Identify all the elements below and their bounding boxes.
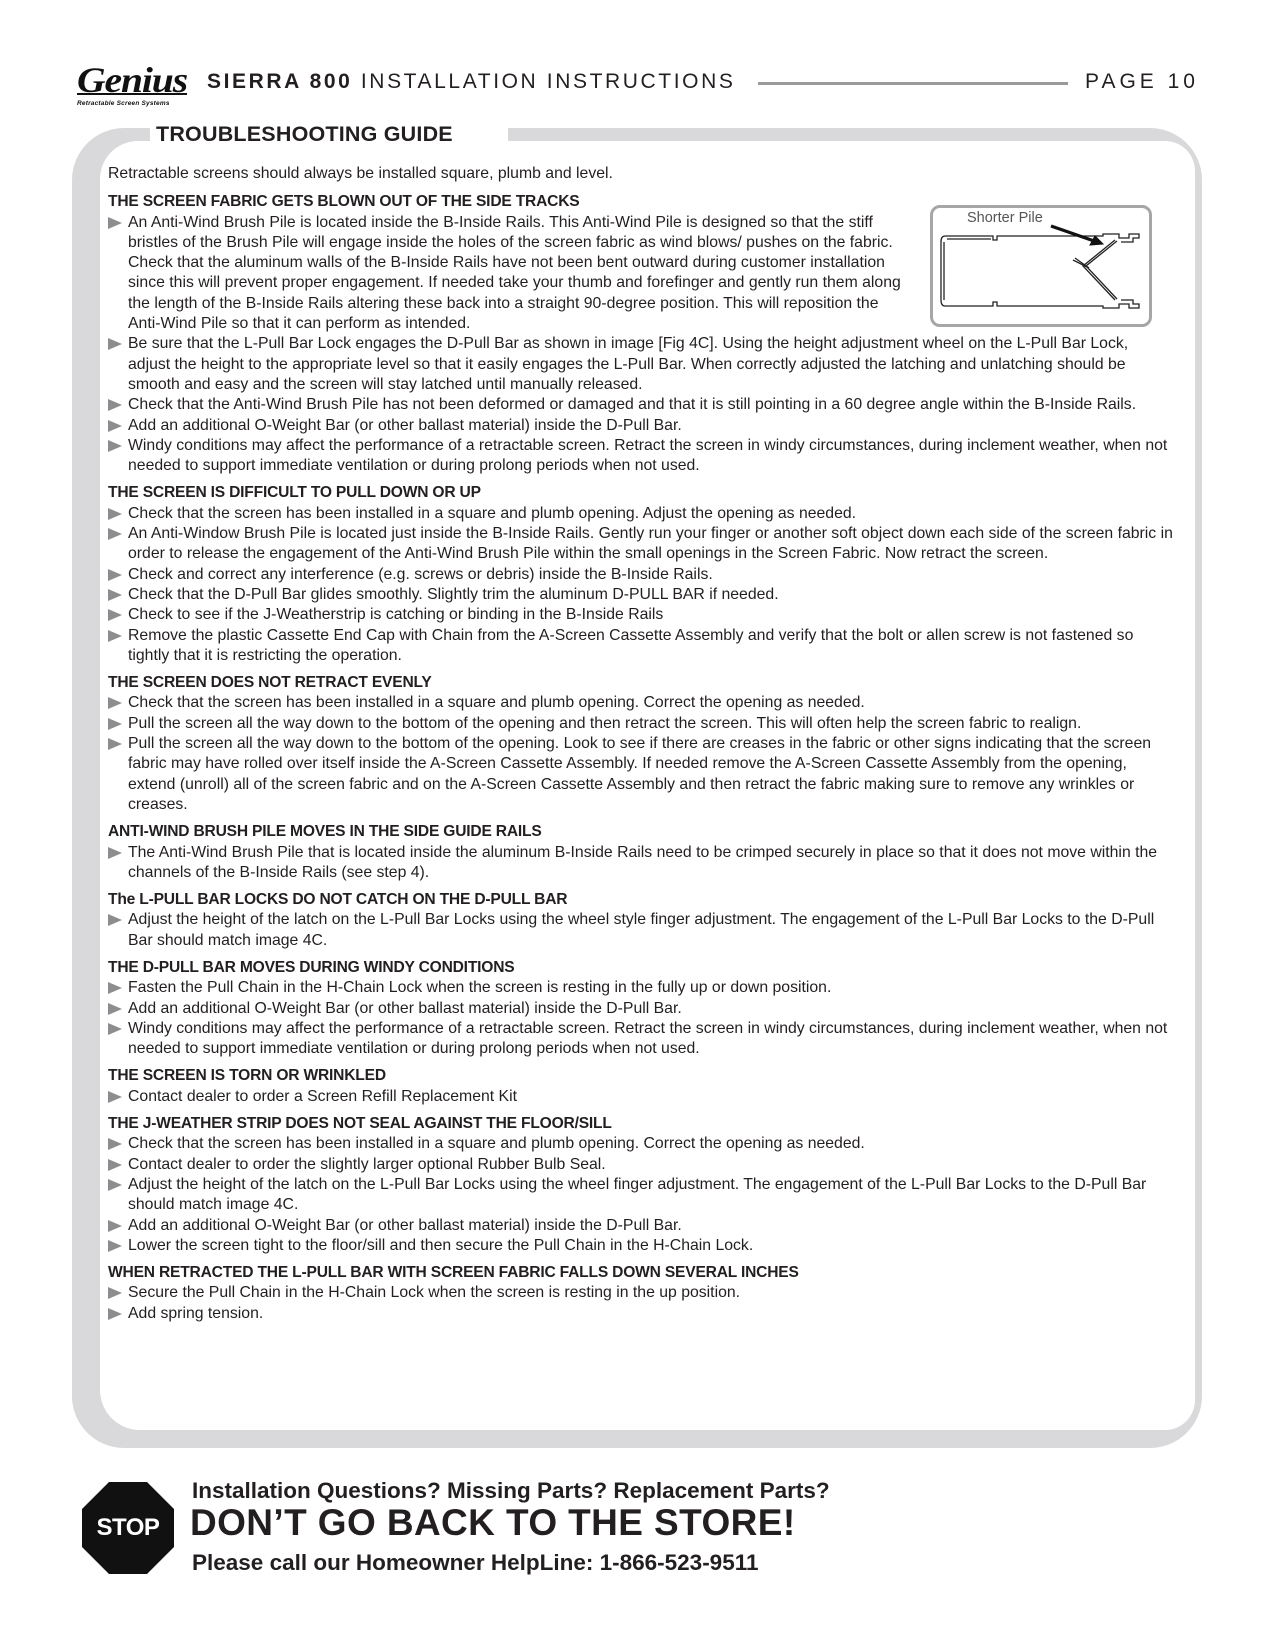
bullet-arrow-icon <box>108 569 122 581</box>
bullet-arrow-icon <box>108 718 122 730</box>
solution-text: Lower the screen tight to the floor/sill and then secure the Pull Chain in the H-Chain Lock. <box>128 1236 754 1254</box>
bullet-arrow-icon <box>108 1179 122 1191</box>
solution-item <box>108 416 1173 436</box>
troubleshooting-content <box>108 158 1173 1331</box>
solution-text: Check and correct any interference (e.g. screws or debris) inside the B-Inside Rails. <box>128 565 713 583</box>
problem-heading: THE SCREEN IS DIFFICULT TO PULL DOWN OR UP <box>108 484 481 502</box>
solution-text: Add an additional O-Weight Bar (or other ballast material) inside the D-Pull Bar. <box>128 416 682 434</box>
solution-text: Contact dealer to order the slightly larger optional Rubber Bulb Seal. <box>128 1155 606 1173</box>
footer-headline: DON’T GO BACK TO THE STORE! <box>190 1502 796 1543</box>
bullet-arrow-icon <box>108 399 122 411</box>
solution-text: Windy conditions may affect the performance of a retractable screen. Retract the screen in windy circumstances, during inclement weather, when not needed to support immediate ventilation or during prolong periods when not used. <box>128 1019 1168 1058</box>
solution-item <box>108 1019 1173 1060</box>
troubleshooting-sections <box>108 192 1173 1324</box>
solution-text: Remove the plastic Cassette End Cap with Chain from the A-Screen Cassette Assembly and verify that the bolt or allen screw is not fastened so tightly that it is restricting the operation. <box>128 626 1134 664</box>
solution-item <box>108 1087 1173 1107</box>
solution-text: Add spring tension. <box>128 1304 264 1322</box>
problem-heading: THE SCREEN FABRIC GETS BLOWN OUT OF THE SIDE TRACKS <box>108 193 580 211</box>
solution-item <box>108 1304 1173 1324</box>
solution-item <box>108 1216 1173 1236</box>
solution-item <box>108 565 1173 585</box>
solution-item <box>108 585 1173 605</box>
bullet-arrow-icon <box>108 338 122 350</box>
footer-questions: Installation Questions? Missing Parts? Replacement Parts? <box>192 1478 830 1503</box>
bullet-arrow-icon <box>108 1159 122 1171</box>
solution-item <box>108 978 1173 998</box>
troubleshooting-section <box>108 822 1173 883</box>
troubleshooting-section <box>108 958 1173 1059</box>
bullet-arrow-icon <box>108 440 122 452</box>
solution-item <box>108 999 1173 1019</box>
problem-heading: THE SCREEN IS TORN OR WRINKLED <box>108 1067 386 1085</box>
bullet-arrow-icon <box>108 217 122 229</box>
solution-item <box>108 734 1173 815</box>
solution-item <box>108 843 1173 884</box>
problem-heading: The L-PULL BAR LOCKS DO NOT CATCH ON THE D-PULL BAR <box>108 891 568 909</box>
bullet-arrow-icon <box>108 589 122 601</box>
solution-item <box>108 395 1173 415</box>
solution-item <box>108 1175 1173 1216</box>
bullet-arrow-icon <box>108 508 122 520</box>
solution-text: Check that the Anti-Wind Brush Pile has not been deformed or damaged and that it is still pointing in a 60 degree angle within the B-Inside Rails. <box>128 396 1137 414</box>
bullet-arrow-icon <box>108 1308 122 1320</box>
solution-text: Be sure that the L-Pull Bar Lock engages the D-Pull Bar as shown in image [Fig 4C]. Using the height adjustment wheel on the L-Pull Bar Lock, adjust the height to the appropriate level so that it easily engages the L-Pull Bar. When correctly adjusted the latching and unlatching should be smooth and easy and the screen will stay latched until manually released. <box>128 335 1129 393</box>
genius-logo <box>75 62 195 110</box>
page-header <box>75 62 1205 112</box>
bullet-arrow-icon <box>108 847 122 859</box>
solution-item <box>108 504 1173 524</box>
solution-text: Add an additional O-Weight Bar (or other ballast material) inside the D-Pull Bar. <box>128 999 682 1017</box>
bullet-arrow-icon <box>108 914 122 926</box>
solution-item <box>108 1236 1173 1256</box>
bullet-arrow-icon <box>108 1220 122 1232</box>
section-heading: TROUBLESHOOTING GUIDE <box>156 122 453 146</box>
solution-text: An Anti-Window Brush Pile is located just inside the B-Inside Rails. Gently run your finger or another soft object down each side of the screen fabric in order to release the engagement of the Anti-Wind Brush Pile within the small openings in the Screen Fabric. Now retract the screen. <box>128 525 1173 563</box>
solution-text: The Anti-Wind Brush Pile that is located inside the aluminum B-Inside Rails need to be crimped securely in place so that it does not move within the channels of the B-Inside Rails (see step 4). <box>128 843 1158 881</box>
troubleshooting-section <box>108 483 1173 666</box>
stop-sign-icon <box>82 1482 174 1574</box>
problem-heading: WHEN RETRACTED THE L-PULL BAR WITH SCREEN FABRIC FALLS DOWN SEVERAL INCHES <box>108 1264 799 1282</box>
bullet-arrow-icon <box>108 1003 122 1015</box>
logo-wordmark: Genius <box>77 60 188 100</box>
problem-heading: THE J-WEATHER STRIP DOES NOT SEAL AGAINST THE FLOOR/SILL <box>108 1115 612 1133</box>
problem-heading: THE SCREEN DOES NOT RETRACT EVENLY <box>108 674 432 692</box>
solution-item <box>108 605 1173 625</box>
solution-item <box>108 714 1173 734</box>
troubleshooting-section <box>108 192 1173 476</box>
solution-text: Windy conditions may affect the performance of a retractable screen. Retract the screen in windy circumstances, during inclement weather, when not needed to support immediate ventilation or during prolong periods when not used. <box>128 436 1168 475</box>
troubleshooting-section <box>108 673 1173 815</box>
solution-item <box>108 1134 1173 1154</box>
solution-text: Contact dealer to order a Screen Refill Replacement Kit <box>128 1087 517 1105</box>
intro-text: Retractable screens should always be installed square, plumb and level. <box>108 165 613 182</box>
document-title <box>207 70 735 94</box>
product-name: SIERRA 800 <box>207 70 353 93</box>
solution-text: Pull the screen all the way down to the bottom of the opening and then retract the screen. This will often help the screen fabric to realign. <box>128 714 1082 732</box>
bullet-arrow-icon <box>108 420 122 432</box>
stop-label: STOP <box>96 1514 160 1541</box>
bullet-arrow-icon <box>108 1287 122 1299</box>
bullet-arrow-icon <box>108 697 122 709</box>
solution-item <box>108 626 1173 667</box>
solution-item <box>108 1155 1173 1175</box>
solution-item <box>108 693 1173 713</box>
bullet-arrow-icon <box>108 1240 122 1252</box>
solution-item <box>108 334 1173 395</box>
problem-heading: ANTI-WIND BRUSH PILE MOVES IN THE SIDE GUIDE RAILS <box>108 823 542 841</box>
solution-text: Pull the screen all the way down to the bottom of the opening. Look to see if there are creases in the fabric or other signs indicating that the screen fabric may have rolled over itself inside the A-Screen Cassette Assembly. If needed remove the A-Screen Cassette Assembly from the opening, extend (unroll) all of the screen fabric and on the A-Screen Cassette Assembly and then retract the fabric making sure to remove any wrinkles or creases. <box>128 735 1152 813</box>
solution-item <box>108 213 913 335</box>
bullet-arrow-icon <box>108 738 122 750</box>
solution-text: Check that the screen has been installed in a square and plumb opening. Correct the opening as needed. <box>128 694 865 712</box>
solution-text: Check that the D-Pull Bar glides smoothly. Slightly trim the aluminum D-PULL BAR if needed. <box>128 585 779 603</box>
header-divider <box>758 82 1068 85</box>
bullet-arrow-icon <box>108 630 122 642</box>
solution-text: An Anti-Wind Brush Pile is located inside the B-Inside Rails. This Anti-Wind Pile is designed so that the stiff bristles of the Brush Pile will engage inside the holes of the screen fabric as wind blows/ pushes on the fabric. Check that the aluminum walls of the B-Inside Rails have not been bent outward during customer installation since this will prevent proper engagement. If needed take your thumb and forefinger and gently run them along the length of the B-Inside Rails altering these back into a straight 90-degree position. This will reposition the Anti-Wind Pile so that it can perform as intended. <box>128 213 901 333</box>
troubleshooting-section <box>108 1114 1173 1256</box>
troubleshooting-section <box>108 1263 1173 1324</box>
solution-text: Add an additional O-Weight Bar (or other ballast material) inside the D-Pull Bar. <box>128 1216 682 1234</box>
solution-text: Fasten the Pull Chain in the H-Chain Lock when the screen is resting in the fully up or down position. <box>128 979 832 997</box>
figure-label: Shorter Pile <box>967 210 1043 226</box>
helpline-text: Please call our Homeowner HelpLine: 1-866-523-9511 <box>192 1550 759 1575</box>
solution-item <box>108 524 1173 565</box>
solution-text: Check that the screen has been installed in a square and plumb opening. Correct the opening as needed. <box>128 1135 865 1153</box>
solution-text: Adjust the height of the latch on the L-Pull Bar Locks using the wheel finger adjustment. The engagement of the L-Pull Bar Locks to the D-Pull Bar should match image 4C. <box>128 1175 1147 1214</box>
bullet-arrow-icon <box>108 982 122 994</box>
solution-item <box>108 910 1173 951</box>
solution-text: Check that the screen has been installed in a square and plumb opening. Adjust the opening as needed. <box>128 504 857 522</box>
bullet-arrow-icon <box>108 1023 122 1035</box>
bullet-arrow-icon <box>108 1138 122 1150</box>
solution-text: Secure the Pull Chain in the H-Chain Lock when the screen is resting in the up position. <box>128 1284 741 1302</box>
document-subtitle: INSTALLATION INSTRUCTIONS <box>352 70 736 93</box>
troubleshooting-section <box>108 1066 1173 1107</box>
solution-item <box>108 436 1173 477</box>
solution-item <box>108 1283 1173 1303</box>
problem-heading: THE D-PULL BAR MOVES DURING WINDY CONDITIONS <box>108 958 515 976</box>
bullet-arrow-icon <box>108 609 122 621</box>
bullet-arrow-icon <box>108 1091 122 1103</box>
solution-text: Check to see if the J-Weatherstrip is catching or binding in the B-Inside Rails <box>128 606 664 624</box>
logo-tagline: Retractable Screen Systems <box>77 100 170 107</box>
page-number: PAGE 10 <box>1085 70 1199 93</box>
bullet-arrow-icon <box>108 528 122 540</box>
solution-text: Adjust the height of the latch on the L-Pull Bar Locks using the wheel style finger adjustment. The engagement of the L-Pull Bar Locks to the D-Pull Bar should match image 4C. <box>128 911 1155 949</box>
troubleshooting-section <box>108 890 1173 951</box>
